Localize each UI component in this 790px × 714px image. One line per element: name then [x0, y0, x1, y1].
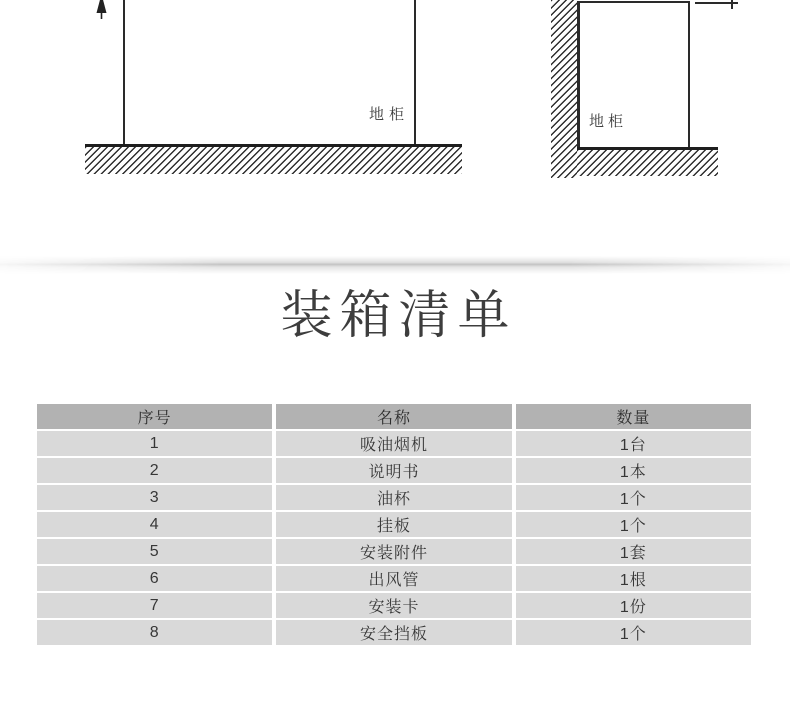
cell-no: 1: [37, 431, 272, 456]
cell-qty: 1个: [516, 620, 751, 645]
packing-list-table: [37, 404, 751, 645]
cell-name: 出风管: [276, 566, 511, 591]
wall-hatch: [551, 0, 577, 178]
cell-name: 安装卡: [276, 593, 511, 618]
table-header-no: 序号: [37, 404, 272, 429]
cell-qty: 1本: [516, 458, 751, 483]
cell-no: 2: [37, 458, 272, 483]
cell-qty: 1个: [516, 512, 751, 537]
diagram-left: [0, 0, 500, 180]
cell-no: 5: [37, 539, 272, 564]
cell-qty: 1份: [516, 593, 751, 618]
cabinet-label: 地柜: [589, 113, 628, 130]
up-arrow-icon: [95, 0, 108, 20]
dimension-tick: [731, 0, 733, 9]
table-header-qty: 数量: [516, 404, 751, 429]
cell-name: 油杯: [276, 485, 511, 510]
cell-qty: 1个: [516, 485, 751, 510]
cell-name: 安装附件: [276, 539, 511, 564]
cell-no: 8: [37, 620, 272, 645]
cell-name: 挂板: [276, 512, 511, 537]
page-title: 装箱清单: [280, 287, 517, 345]
section-divider: [0, 256, 790, 274]
cell-qty: 1根: [516, 566, 751, 591]
diagram-right: [500, 0, 790, 180]
cell-no: 3: [37, 485, 272, 510]
cell-no: 4: [37, 512, 272, 537]
floor-hatch: [577, 147, 718, 176]
cell-no: 6: [37, 566, 272, 591]
cell-name: 安全挡板: [276, 620, 511, 645]
table-header-name: 名称: [276, 404, 511, 429]
cell-qty: 1台: [516, 431, 751, 456]
cell-no: 7: [37, 593, 272, 618]
cell-name: 说明书: [276, 458, 511, 483]
cell-name: 吸油烟机: [276, 431, 511, 456]
cell-qty: 1套: [516, 539, 751, 564]
cabinet-label: 地柜: [369, 106, 410, 123]
floor-hatch: [85, 144, 462, 174]
